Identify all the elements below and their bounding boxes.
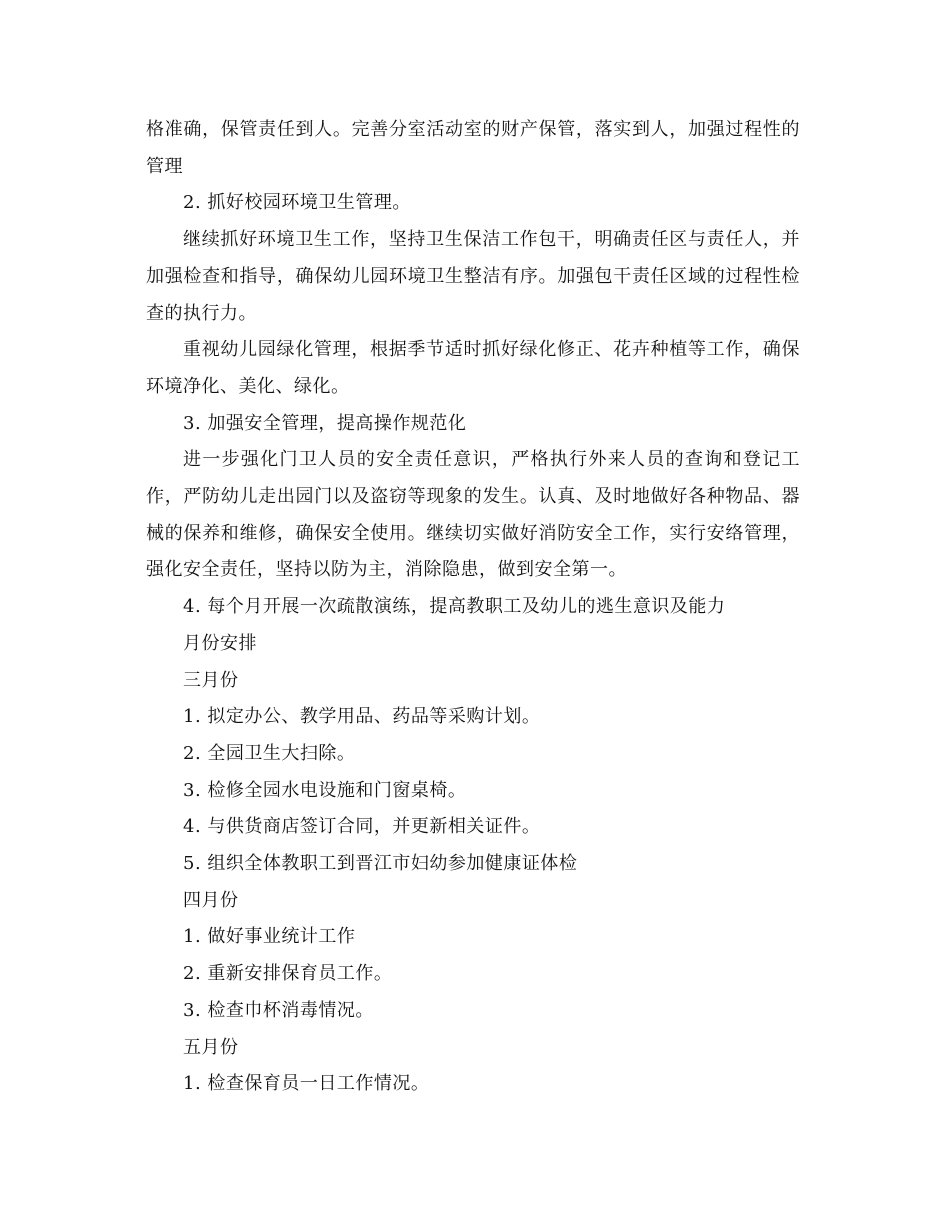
heading-march: 三月份 — [183, 669, 239, 691]
paragraph-property-management-end: 格准确，保管责任到人。完善分室活动室的财产保管，落实到人，加强过程性的管理 — [146, 119, 800, 177]
list-item: 2. 重新安排保育员工作。 — [183, 963, 393, 985]
document-body — [146, 112, 800, 1103]
list-item: 3. 检查巾杯消毒情况。 — [183, 999, 374, 1021]
heading-safety-management: 3. 加强安全管理，提高操作规范化 — [183, 412, 467, 434]
heading-april: 四月份 — [183, 889, 239, 911]
heading-monthly-schedule: 月份安排 — [183, 632, 257, 654]
list-item: 1. 检查保育员一日工作情况。 — [183, 1073, 430, 1095]
list-item: 4. 与供货商店签订合同，并更新相关证件。 — [183, 816, 541, 838]
list-item: 1. 拟定办公、教学用品、药品等采购计划。 — [183, 706, 541, 728]
heading-evacuation-drill: 4. 每个月开展一次疏散演练，提高教职工及幼儿的逃生意识及能力 — [183, 596, 726, 618]
heading-may: 五月份 — [183, 1036, 239, 1058]
paragraph-hygiene-work: 继续抓好环境卫生工作，坚持卫生保洁工作包干，明确责任区与责任人，并加强检查和指导，确保幼儿园环境卫生整洁有序。加强包干责任区域的过程性检查的执行力。 — [146, 229, 800, 324]
list-item: 3. 检修全园水电设施和门窗桌椅。 — [183, 779, 467, 801]
list-item: 1. 做好事业统计工作 — [183, 926, 356, 948]
heading-environment-hygiene: 2. 抓好校园环境卫生管理。 — [183, 192, 411, 214]
list-item: 5. 组织全体教职工到晋江市妇幼参加健康证体检 — [183, 853, 578, 875]
paragraph-greening: 重视幼儿园绿化管理，根据季节适时抓好绿化修正、花卉种植等工作，确保环境净化、美化、绿化。 — [146, 339, 800, 397]
list-item: 2. 全园卫生大扫除。 — [183, 742, 356, 764]
paragraph-safety: 进一步强化门卫人员的安全责任意识，严格执行外来人员的查询和登记工作，严防幼儿走出园门以及盗窃等现象的发生。认真、及时地做好各种物品、器械的保养和维修，确保安全使用。继续切实做好消防安全工作，实行安络管理，强化安全责任，坚持以防为主，消除隐患，做到安全第一。 — [146, 449, 800, 581]
